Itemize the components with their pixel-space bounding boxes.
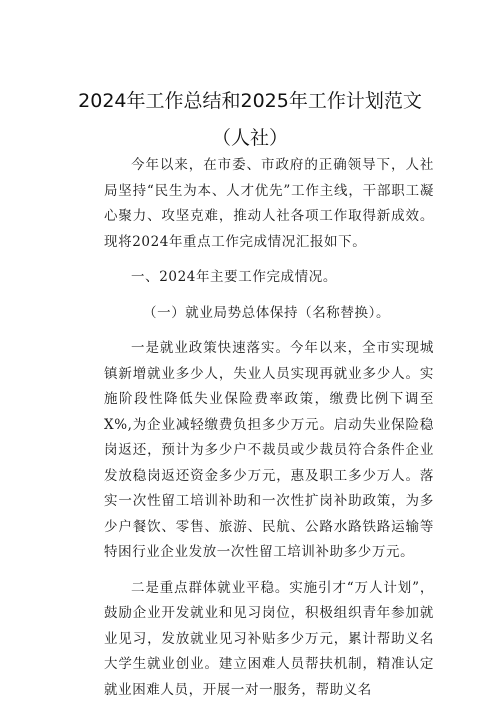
document-body	[104, 153, 434, 713]
intro-paragraph: 今年以来，在市委、市政府的正确领导下，人社局坚持“民生为本、人才优先”工作主线，干部职工凝心聚力、攻坚克难，推动人社各项工作取得新成效。现将2024年重点工作完成情况汇报如下。	[104, 157, 434, 250]
subsection-heading: （一）就业局势总体保持（名称替换）。	[143, 304, 391, 321]
document-subtitle: （人社）	[211, 127, 288, 149]
document-title: 2024年工作总结和2025年工作计划范文	[78, 90, 422, 112]
body-paragraph-1: 一是就业政策快速落实。今年以来，全市实现城镇新增就业多少人，失业人员实现再就业多少人。实施阶段性降低失业保险费率政策，缴费比例下调至X%,为企业减轻缴费负担多少万元。启动失业保险稳岗返还，预计为多少户不裁员或少裁员符合条件企业发放稳岗返还资金多少万元，惠及职工多少万人。落实一次性留工培训补助和一次性扩岗补助政策，为多少户餐饮、零售、旅游、民航、公路水路铁路运输等特困行业企业发放一次性留工培训补助多少万元。	[104, 340, 434, 560]
body-paragraph-2: 二是重点群体就业平稳。实施引才“万人计划”，鼓励企业开发就业和见习岗位，积极组织青年参加就业见习，发放就业见习补贴多少万元，累计帮助义名大学生就业创业。建立困难人员帮扶机制，精准认定就业困难人员，开展一对一服务，帮助义名	[104, 579, 434, 698]
section-heading: 一、2024年主要工作完成情况。	[131, 269, 337, 285]
